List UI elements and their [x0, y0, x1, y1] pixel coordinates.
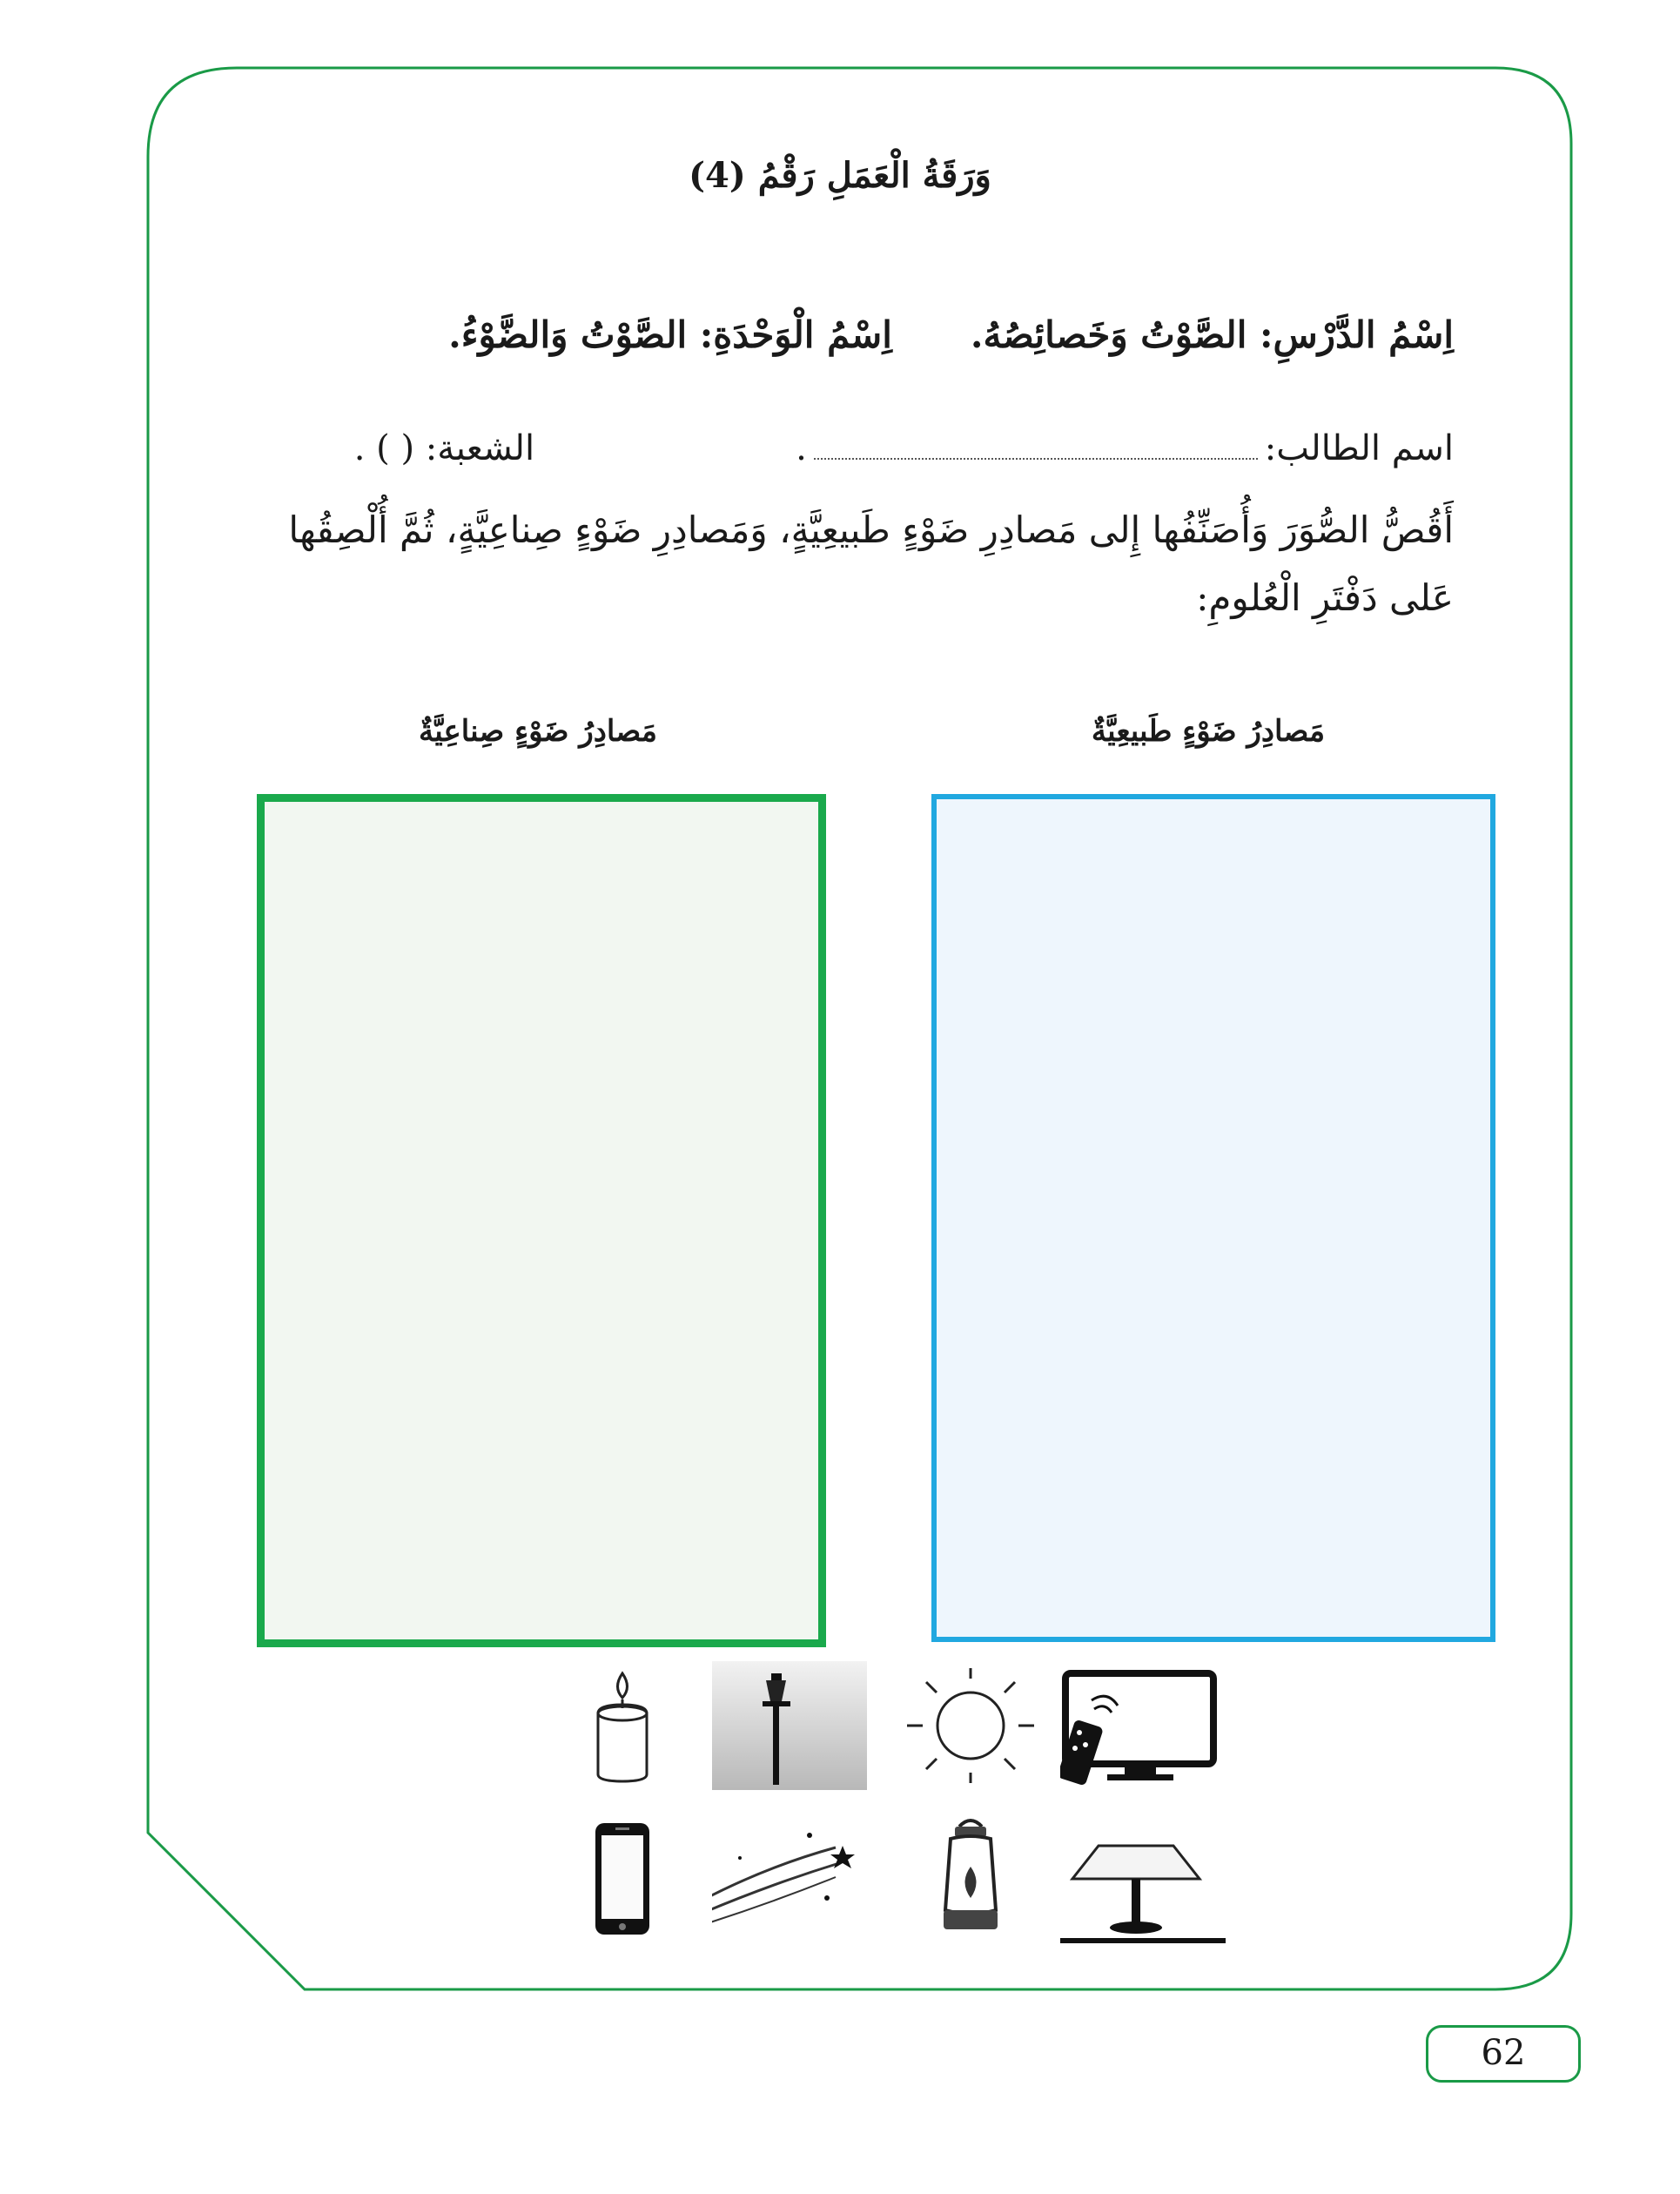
sun-icon[interactable]	[881, 1661, 1060, 1790]
worksheet-title: وَرَقَةُ الْعَمَلِ رَقْمُ (4)	[689, 155, 991, 196]
page-number: 62	[1426, 2025, 1581, 2083]
lantern-icon[interactable]	[881, 1814, 1060, 1943]
unit-name: اِسْمُ الدَّرْسِ: الصَّوْتُ وَخَصائِصُهُ.	[970, 313, 1454, 356]
unit-line	[252, 313, 1454, 356]
natural-sources-box[interactable]	[931, 794, 1495, 1642]
natural-sources-label: مَصادِرُ ضَوْءٍ طَبيعِيَّةٌ	[1091, 714, 1326, 749]
student-info-line	[252, 428, 1454, 468]
student-name-label: اسم الطالب:	[1264, 428, 1454, 468]
section-label: الشعبة: ( ) .	[353, 428, 535, 468]
shooting-star-icon[interactable]	[688, 1814, 867, 1943]
artificial-sources-label: مَصادِرُ ضَوْءٍ صِناعِيَّةٌ	[419, 714, 657, 749]
smartphone-icon[interactable]	[533, 1814, 712, 1943]
candle-icon[interactable]	[533, 1661, 712, 1790]
street-lamp-icon[interactable]	[688, 1661, 867, 1790]
instruction-text: أَقُصُّ الصُّوَرَ وَأُصَنِّفُها إِلى مَصادِرِ ضَوْءٍ طَبيعِيَّةٍ، وَمَصادِرِ ضَوْءٍ صِناعِيَّةٍ، ثُمَّ أُلْصِقُها عَلى دَفْتَرِ الْعُلومِ:	[288, 508, 1454, 619]
lamp-icon[interactable]	[1046, 1814, 1226, 1943]
tv-remote-icon[interactable]	[1046, 1661, 1226, 1790]
artificial-sources-box[interactable]	[257, 794, 826, 1647]
student-name-field[interactable]	[814, 432, 1258, 460]
unit-name-text: اِسْمُ الْوَحْدَةِ: الصَّوْتُ وَالضَّوْءُ.	[448, 313, 892, 356]
student-name-end: .	[796, 428, 807, 468]
